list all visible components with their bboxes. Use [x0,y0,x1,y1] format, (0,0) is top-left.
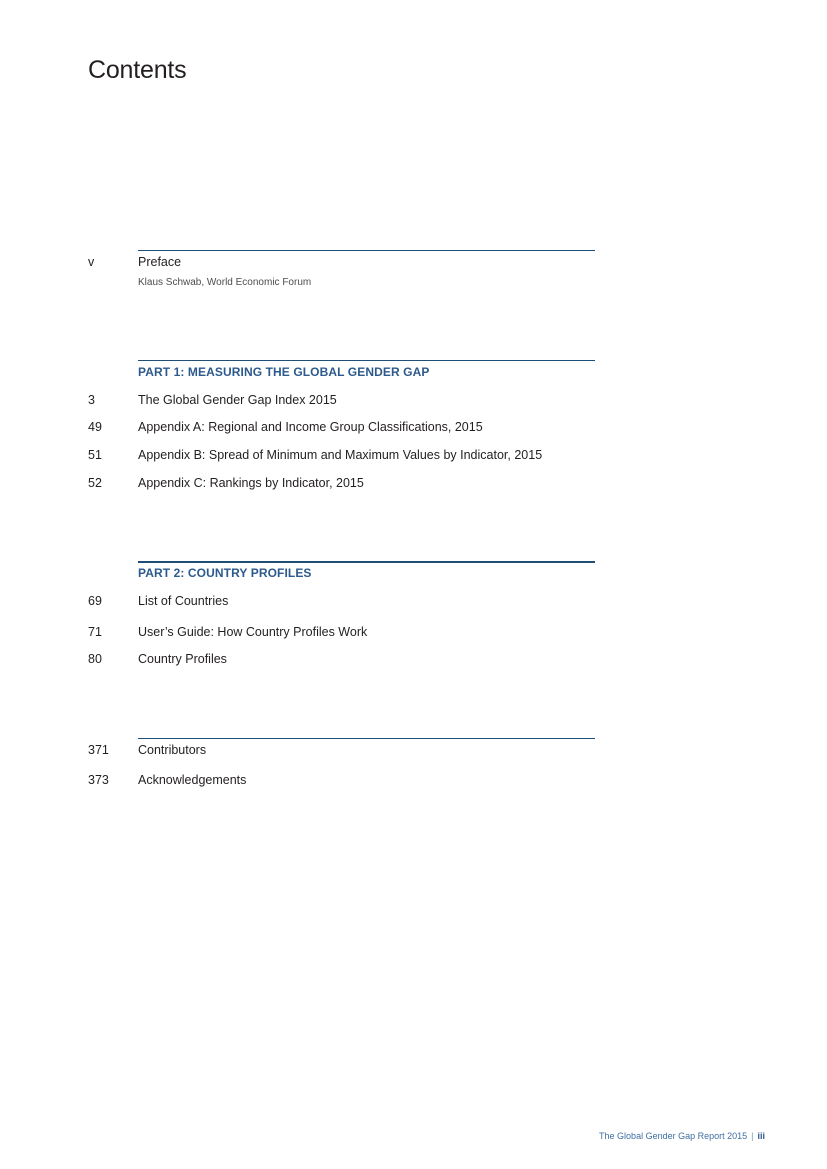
toc-page-number: 371 [88,743,109,757]
toc-entry-contributors[interactable] [0,741,827,759]
toc-entry-title: User’s Guide: How Country Profiles Work [138,625,368,639]
preface-author: Klaus Schwab, World Economic Forum [138,277,312,288]
page-title: Contents [88,56,187,84]
toc-entry-title: Appendix C: Rankings by Indicator, 2015 [138,476,364,490]
footer-separator: | [751,1131,754,1141]
section-divider-part1 [138,360,595,361]
toc-entry-title: List of Countries [138,594,229,608]
toc-entry-appendix-b[interactable] [0,446,827,464]
toc-entry-title: Preface [138,255,182,269]
page-footer [599,1130,765,1142]
part2-heading: PART 2: COUNTRY PROFILES [138,566,312,580]
toc-entry-title: Contributors [138,743,207,757]
toc-entry-appendix-c[interactable] [0,474,827,492]
toc-page-number: 71 [88,625,102,639]
footer-report-title: The Global Gender Gap Report 2015 [599,1131,748,1141]
toc-page-number: 69 [88,594,102,608]
toc-entry-preface[interactable] [0,253,827,271]
section-divider-back-matter [138,738,595,739]
toc-entry-country-profiles[interactable] [0,650,827,668]
toc-page-number: v [88,255,95,269]
toc-entry-title: Appendix B: Spread of Minimum and Maximum Values by Indicator, 2015 [138,448,543,462]
section-divider-part2 [138,561,595,563]
toc-page-number: 80 [88,652,102,666]
toc-entry-users-guide[interactable] [0,623,827,641]
toc-entry-appendix-a[interactable] [0,418,827,436]
toc-entry-title: Acknowledgements [138,773,247,787]
footer-page-number: iii [757,1131,765,1141]
toc-page-number: 373 [88,773,109,787]
toc-entry-title: The Global Gender Gap Index 2015 [138,393,337,407]
part1-heading: PART 1: MEASURING THE GLOBAL GENDER GAP [138,365,430,379]
toc-entry-title: Appendix A: Regional and Income Group Classifications, 2015 [138,420,483,434]
toc-page-number: 3 [88,393,95,407]
toc-entry-acknowledgements[interactable] [0,771,827,789]
toc-page-number: 49 [88,420,102,434]
toc-entry-title: Country Profiles [138,652,227,666]
toc-page-number: 52 [88,476,102,490]
toc-entry-global-gender-gap-index[interactable] [0,391,827,409]
toc-page-number: 51 [88,448,102,462]
section-divider-preface [138,250,595,251]
toc-entry-list-of-countries[interactable] [0,592,827,610]
